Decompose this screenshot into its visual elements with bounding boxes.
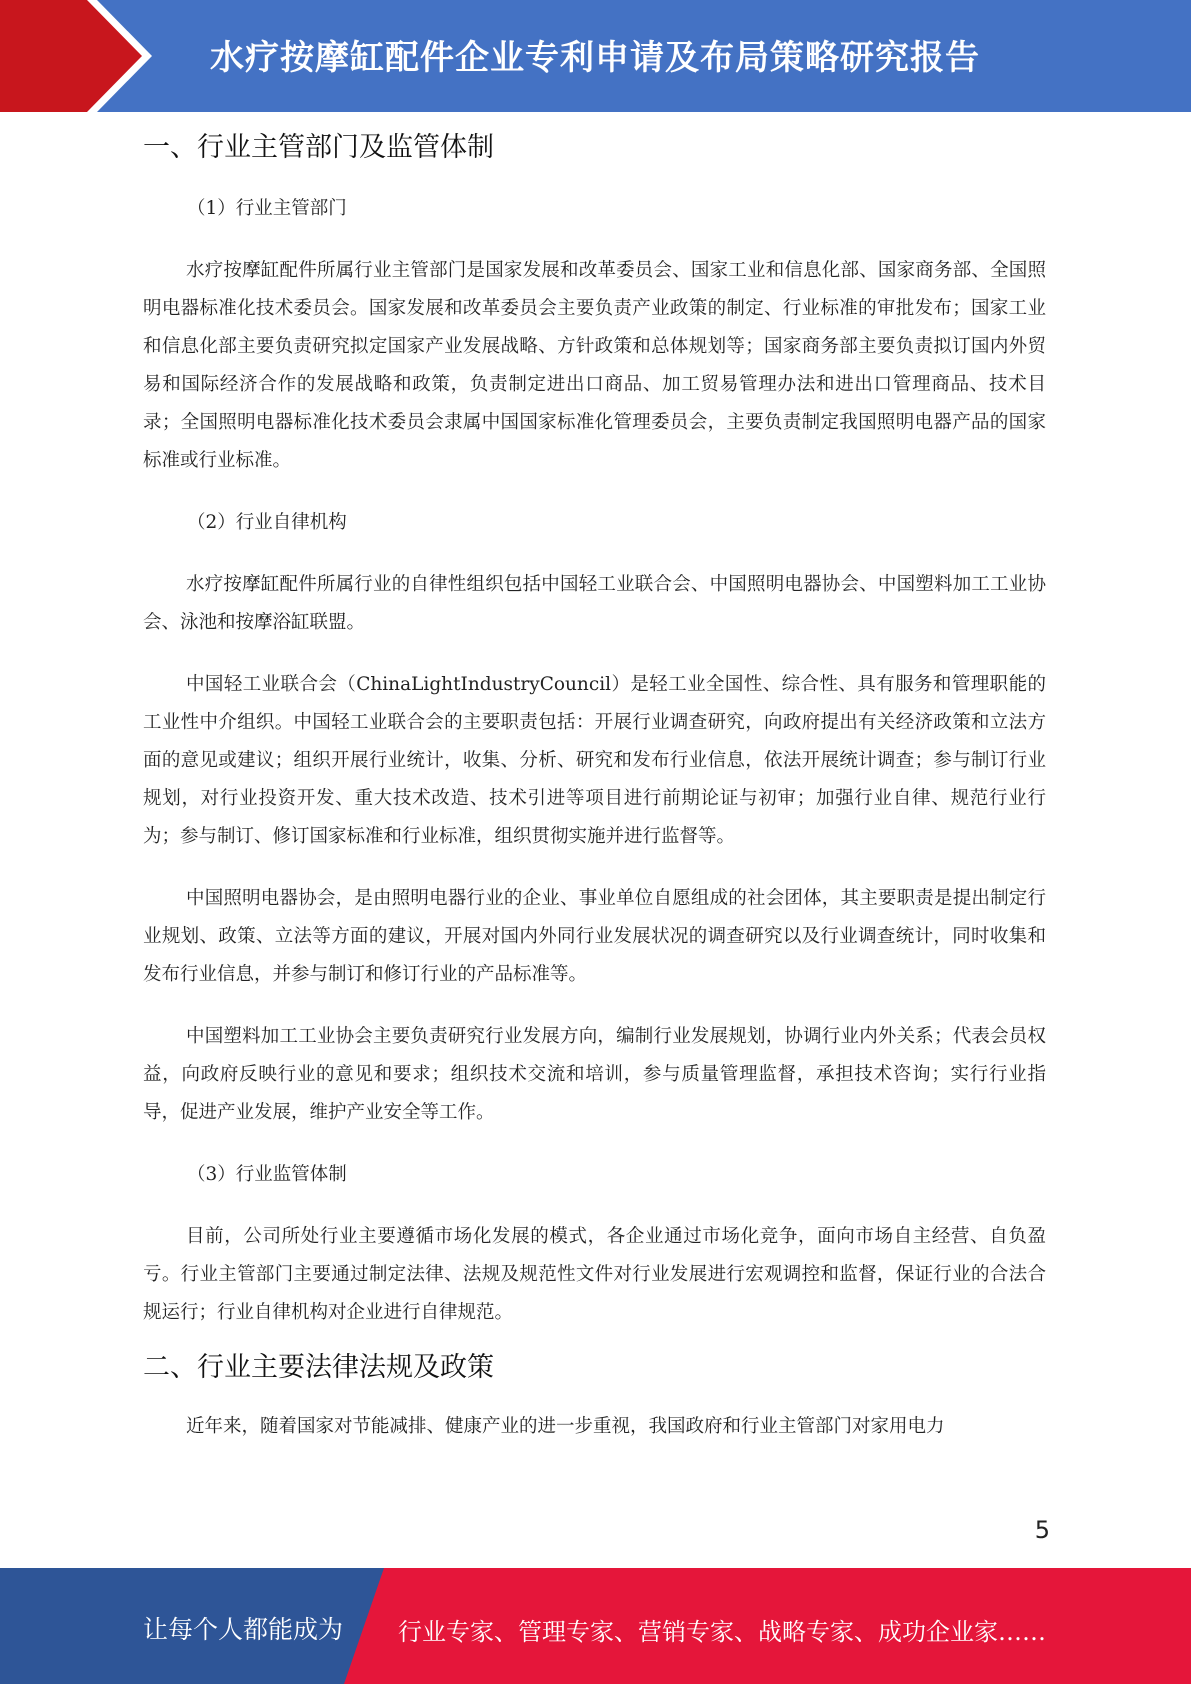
- paragraph: 水疗按摩缸配件所属行业的自律性组织包括中国轻工业联合会、中国照明电器协会、中国塑料加工工业协会、泳池和按摩浴缸联盟。: [143, 574, 1046, 633]
- header-chevron-shape: [0, 0, 142, 112]
- spacer: [143, 856, 1046, 880]
- subheading-competent-departments: （1）行业主管部门: [187, 198, 347, 219]
- paragraph: 中国塑料加工工业协会主要负责研究行业发展方向，编制行业发展规划，协调行业内外关系；代表会员权益，向政府反映行业的意见和要求；组织技术交流和培训，参与质量管理监督，承担技术咨询；实行行业指导，促进产业发展，维护产业安全等工作。: [143, 1026, 1046, 1123]
- paragraph: 水疗按摩缸配件所属行业主管部门是国家发展和改革委员会、国家工业和信息化部、国家商务部、全国照明电器标准化技术委员会。国家发展和改革委员会主要负责产业政策的制定、行业标准的审批发布；国家工业和信息化部主要负责研究拟定国家产业发展战略、方针政策和总体规划等；国家商务部主要负责拟订国内外贸易和国际经济合作的发展战略和政策，负责制定进出口商品、加工贸易管理办法和进出口管理商品、技术目录；全国照明电器标准化技术委员会隶属中国国家标准化管理委员会，主要负责制定我国照明电器产品的国家标准或行业标准。: [143, 260, 1046, 471]
- paragraph: 中国照明电器协会，是由照明电器行业的企业、事业单位自愿组成的社会团体，其主要职责是提出制定行业规划、政策、立法等方面的建议，开展对国内外同行业发展状况的调查研究以及行业调查统计，同时收集和发布行业信息，并参与制订和修订行业的产品标准等。: [143, 888, 1046, 985]
- paragraph: 目前，公司所处行业主要遵循市场化发展的模式，各企业通过市场化竞争，面向市场自主经营、自负盈亏。行业主管部门主要通过制定法律、法规及规范性文件对行业发展进行宏观调控和监督，保证行业的合法合规运行；行业自律机构对企业进行自律规范。: [143, 1226, 1046, 1323]
- subheading-regulatory-system: （3）行业监管体制: [187, 1164, 347, 1185]
- section-heading-1: 一、行业主管部门及监管体制: [143, 132, 494, 163]
- spacer: [143, 480, 1046, 504]
- spacer: [143, 642, 1046, 666]
- page-number: 5: [1034, 1516, 1050, 1544]
- paragraph: 近年来，随着国家对节能减排、健康产业的进一步重视，我国政府和行业主管部门对家用电力: [186, 1416, 945, 1437]
- spacer: [143, 1132, 1046, 1156]
- page-footer: [0, 1568, 1191, 1684]
- paragraph: 中国轻工业联合会（ChinaLightIndustryCouncil）是轻工业全国性、综合性、具有服务和管理职能的工业性中介组织。中国轻工业联合会的主要职责包括：开展行业调查研究，向政府提出有关经济政策和立法方面的意见或建议；组织开展行业统计，收集、分析、研究和发布行业信息，依法开展统计调查；参与制订行业规划，对行业投资开发、重大技术改造、技术引进等项目进行前期论证与初审；加强行业自律、规范行业行为；参与制订、修订国家标准和行业标准，组织贯彻实施并进行监督等。: [143, 674, 1046, 847]
- section-heading-2: 二、行业主要法律法规及政策: [143, 1352, 494, 1383]
- footer-slogan-list: 行业专家、管理专家、营销专家、战略专家、成功企业家……: [398, 1618, 1046, 1646]
- spacer: [143, 542, 1046, 566]
- spacer: [143, 994, 1046, 1018]
- subheading-self-regulatory-bodies: （2）行业自律机构: [187, 512, 347, 533]
- spacer: [143, 1194, 1046, 1218]
- page-header: [0, 0, 1191, 112]
- report-title: 水疗按摩缸配件企业专利申请及布局策略研究报告: [210, 38, 980, 78]
- spacer: [143, 228, 1046, 252]
- footer-slogan-lead: 让每个人都能成为: [143, 1615, 344, 1644]
- document-body: [143, 128, 1046, 1446]
